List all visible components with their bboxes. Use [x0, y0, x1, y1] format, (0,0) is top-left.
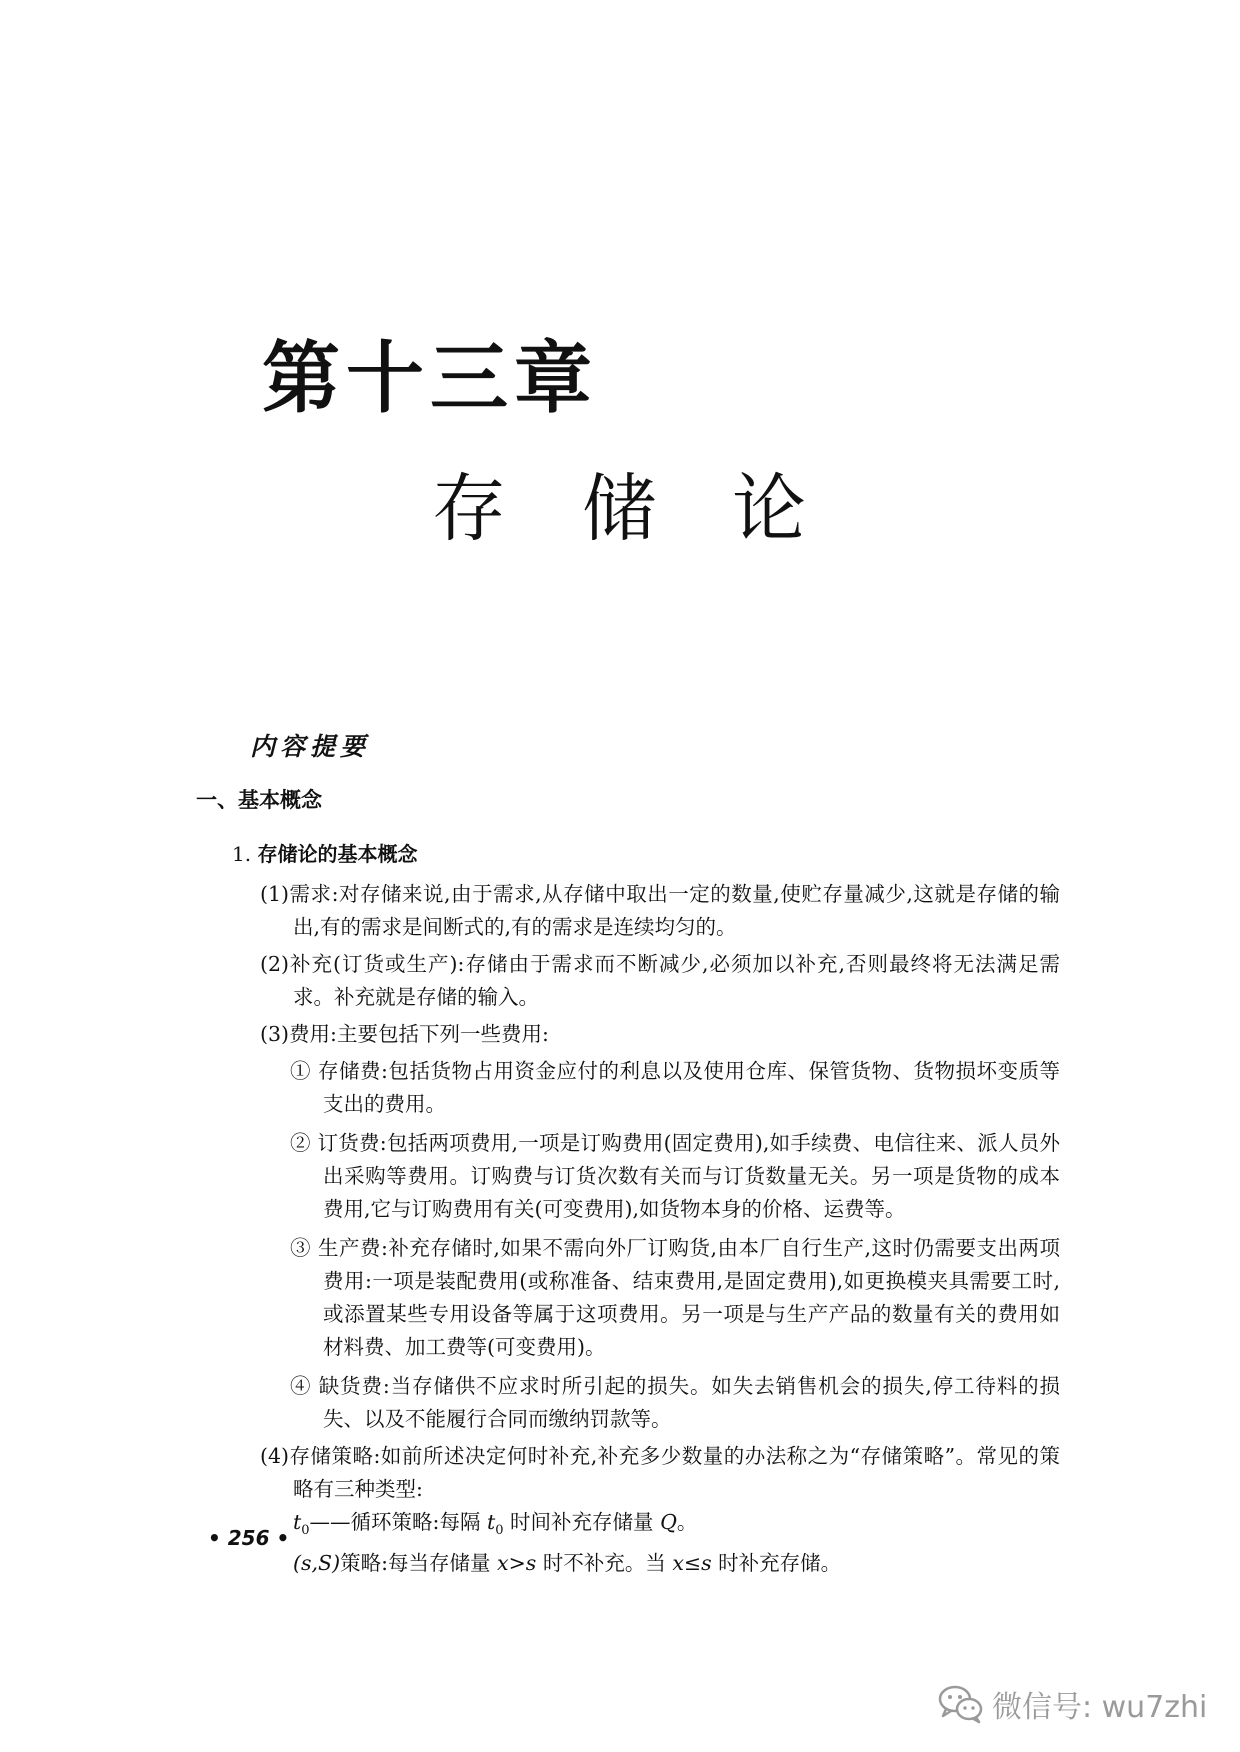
sS-text-c: 时补充存储。 [718, 1551, 842, 1576]
cycle-text-a: 循环策略:每隔 [350, 1510, 481, 1534]
cycle-text-b: 时间补充存储量 [510, 1510, 654, 1534]
chapter-subject: 存储论 [432, 466, 882, 552]
symbol-t0: $t_0$ [293, 1510, 310, 1539]
symbol-sS: (s,S) [293, 1551, 341, 1576]
paragraph-strategy-intro: (4)存储策略:如前所述决定何时补充,补充多少数量的办法称之为“存储策略”。常见的策略有三种类型: [260, 1444, 1060, 1501]
page-number: • 256 • [208, 1526, 290, 1550]
paragraph-supply: (2)补充(订货或生产):存储由于需求而不断减少,必须加以补充,否则最终将无法满足需求。补充就是存储的输入。 [260, 952, 1060, 1009]
chapter-title: 第十三章 [262, 334, 599, 424]
wechat-icon [938, 1684, 984, 1724]
symbol-t0-inline: $t_0$ [486, 1510, 504, 1539]
watermark [938, 1682, 1207, 1726]
item-storage-cost: ① 存储费:包括货物占用资金应付的利息以及使用仓库、保管货物、货物损坏变质等支出的费用。 [290, 1059, 1060, 1116]
symbol-q: Q [660, 1510, 677, 1534]
paragraph-demand: (1)需求:对存储来说,由于需求,从存储中取出一定的数量,使贮存量减少,这就是存储的输出,有的需求是间断式的,有的需求是连续均匀的。 [260, 882, 1060, 939]
section-heading: 一、基本概念 [196, 788, 322, 812]
summary-heading: 内容提要 [250, 732, 371, 761]
sS-text-b: 时不补充。当 [542, 1551, 666, 1576]
strategy-sS [260, 1547, 1060, 1580]
strategy-cycle [260, 1506, 1060, 1547]
item-shortage-cost: ④ 缺货费:当存储供不应求时所引起的损失。如失去销售机会的损失,停工待料的损失、以及不能履行合同而缴纳罚款等。 [290, 1374, 1060, 1431]
subsection-title: 存储论的基本概念 [257, 842, 418, 866]
item-production-cost: ③ 生产费:补充存储时,如果不需向外厂订购货,由本厂自行生产,这时仍需要支出两项费用:一项是装配费用(或称准备、结束费用,是固定费用),如更换模夹具需要工时,或添置某些专用设备等属于这项费用。另一项是与生产产品的数量有关的费用如材料费、加工费等(可变费用)。 [290, 1236, 1060, 1359]
watermark-text: 微信号: wu7zhi [992, 1690, 1208, 1725]
sS-text-a: 策略:每当存储量 [340, 1551, 491, 1576]
condition-no-replenish: x>s [497, 1551, 537, 1576]
subsection-number: 1. [232, 842, 252, 866]
paragraph-cost-intro: (3)费用:主要包括下列一些费用: [260, 1022, 549, 1046]
subsection-heading [232, 838, 417, 867]
condition-replenish: x≤s [672, 1551, 712, 1576]
em-dash: —— [309, 1510, 351, 1534]
content-body [260, 878, 1060, 1580]
cycle-end: 。 [676, 1510, 698, 1534]
item-order-cost: ② 订货费:包括两项费用,一项是订购费用(固定费用),如手续费、电信往来、派人员外出采购等费用。订购费与订货次数有关而与订货数量无关。另一项是货物的成本费用,它与订购费用有关(可变费用),如货物本身的价格、运费等。 [290, 1131, 1060, 1221]
